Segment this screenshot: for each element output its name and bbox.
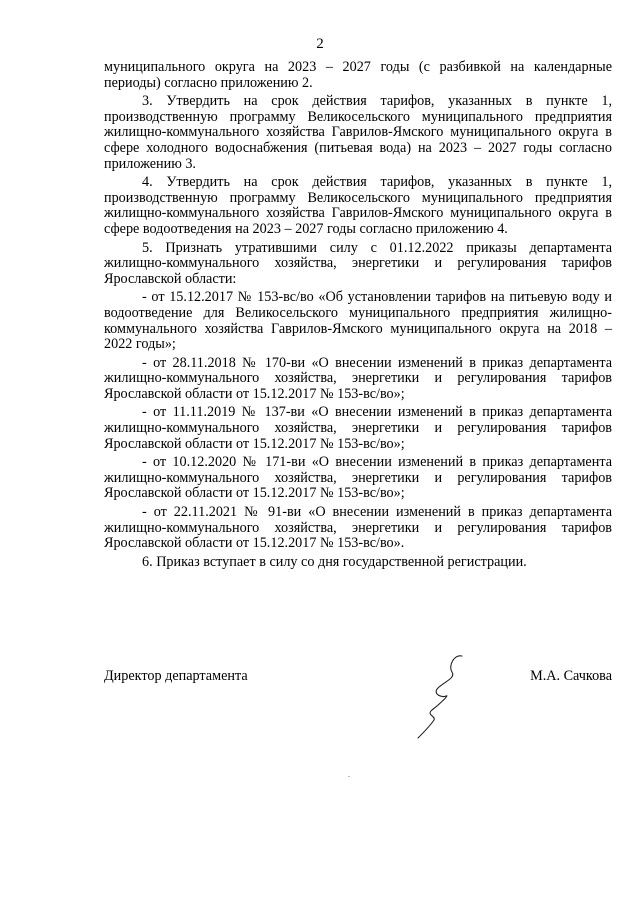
list-item-order-137: - от 11.11.2019 № 137-ви «О внесении изменений в приказ департамента жилищно-коммунального хозяйства, энергетики и регулирования тарифов Ярославской области от 15.12.2017 № 153-вс/во»; [104,404,612,452]
paragraph-item-6: 6. Приказ вступает в силу со дня государственной регистрации. [142,553,527,570]
signatory-title: Директор департамента [104,668,248,684]
scan-artifact [348,776,350,777]
list-item-order-171: - от 10.12.2020 № 171-ви «О внесении изменений в приказ департамента жилищно-коммунального хозяйства, энергетики и регулирования тарифов Ярославской области от 15.12.2017 № 153-вс/во»; [104,454,612,502]
page-number: 2 [316,36,324,52]
document-body [104,60,612,573]
list-item-order-153: - от 15.12.2017 № 153-вс/во «Об установлении тарифов на питьевую воду и водоотведение для Великосельского муниципального предприятия жилищно-коммунального хозяйства Гаврилов-Ямского муниципального округа на 2018 – 2022 годы»; [104,289,612,353]
paragraph-item-4: 4. Утвердить на срок действия тарифов, указанных в пункте 1, производственную программу Великосельского муниципального предприятия жилищно-коммунального хозяйства Гаврилов-Ямского муниципального округа в сфере водоотведения на 2023 – 2027 годы согласно приложению 4. [104,174,612,237]
paragraph-item-3: 3. Утвердить на срок действия тарифов, указанных в пункте 1, производственную программу Великосельского муниципального предприятия жилищно-коммунального хозяйства Гаврилов-Ямского муниципального округа в сфере холодного водоснабжения (питьевая вода) на 2023 – 2027 годы согласно приложению 3. [104,93,612,172]
signatory-name: М.А. Сачкова [530,668,612,684]
paragraph-item-5: 5. Признать утратившими силу с 01.12.2022 приказы департамента жилищно-коммунального хозяйства, энергетики и регулирования тарифов Ярославской области: [104,239,612,287]
signature-block [104,668,612,748]
handwritten-signature [414,652,474,742]
list-item-order-170: - от 28.11.2018 № 170-ви «О внесении изменений в приказ департамента жилищно-коммунального хозяйства, энергетики и регулирования тарифов Ярославской области от 15.12.2017 № 153-вс/во»; [104,354,612,402]
paragraph-continuation: муниципального округа на 2023 – 2027 годы (с разбивкой на календарные периоды) согласно приложению 2. [104,59,612,91]
list-item-order-91: - от 22.11.2021 № 91-ви «О внесении изменений в приказ департамента жилищно-коммунального хозяйства, энергетики и регулирования тарифов Ярославской области от 15.12.2017 № 153-вс/во». [104,504,612,552]
